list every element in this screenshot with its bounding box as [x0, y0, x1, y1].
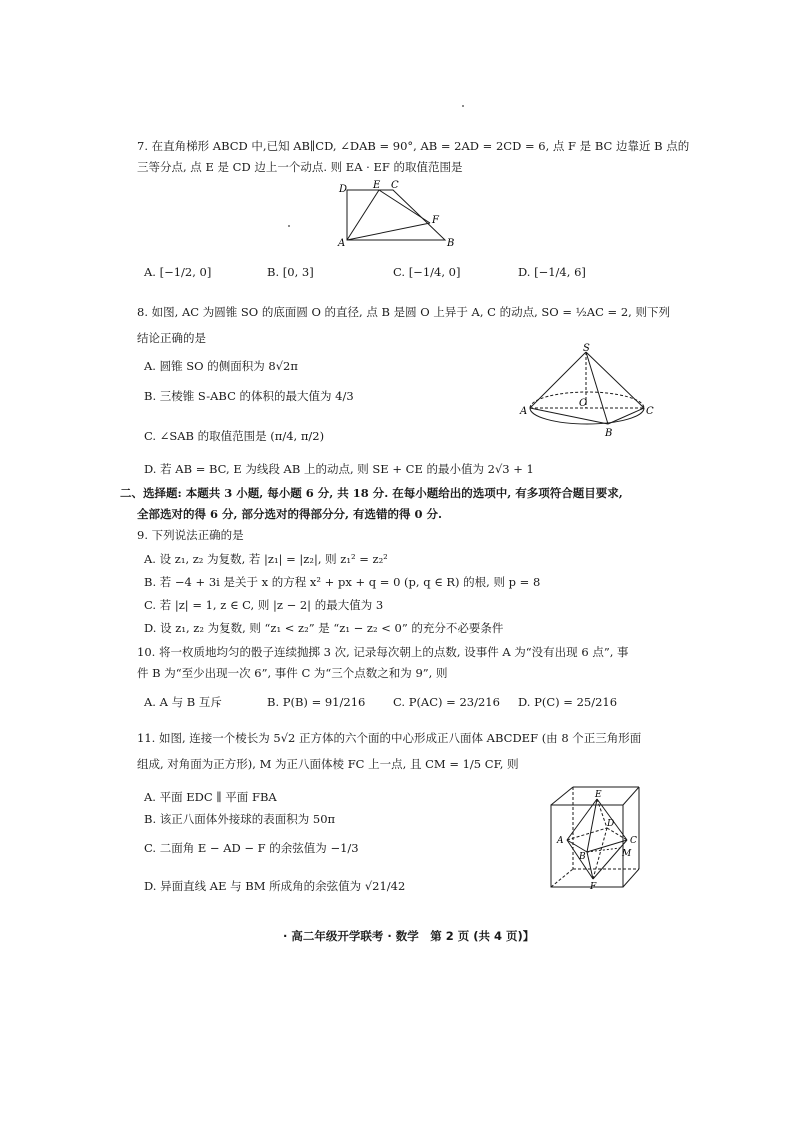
- q11-label-F: F: [590, 882, 597, 892]
- q8-cone-figure: [515, 342, 660, 442]
- q8-option-c: C. ∠SAB 的取值范围是 (π/4, π/2): [144, 429, 325, 443]
- q11-label-B: B: [579, 852, 586, 862]
- q10-option-d: D. P(C) = 25/216: [518, 695, 618, 709]
- q8-option-a: A. 圆锥 SO 的侧面积为 8√2π: [144, 359, 298, 373]
- q8-label-B: B: [605, 428, 613, 439]
- q10-line2: 件 B 为“至少出现一次 6”, 事件 C 为“三个点数之和为 9”, 则: [137, 666, 448, 680]
- q8-option-d: D. 若 AB = BC, E 为线段 AB 上的动点, 则 SE + CE 的最小值为 2√3 + 1: [144, 462, 534, 476]
- q9-option-b: B. 若 −4 + 3i 是关于 x 的方程 x² + px + q = 0 (p, q ∈ R) 的根, 则 p = 8: [144, 575, 541, 589]
- q9-option-a: A. 设 z₁, z₂ 为复数, 若 |z₁| = |z₂|, 则 z₁² = z₂²: [144, 552, 388, 566]
- q7-label-F: F: [432, 215, 439, 226]
- page-footer: · 高二年级开学联考 · 数学 第 2 页 (共 4 页)】: [283, 929, 535, 943]
- q7-option-b: B. [0, 3]: [267, 265, 314, 279]
- q11-label-C: C: [630, 836, 637, 846]
- q8-option-b: B. 三棱锥 S-ABC 的体积的最大值为 4/3: [144, 389, 354, 403]
- q11-line1: 11. 如图, 连接一个棱长为 5√2 正方体的六个面的中心形成正八面体 ABCDEF (由 8 个正三角形面: [137, 731, 642, 745]
- q8-label-S: S: [583, 343, 590, 354]
- q8-label-A: A: [520, 406, 528, 417]
- section-2-heading-line1: 二、选择题: 本题共 3 小题, 每小题 6 分, 共 18 分. 在每小题给出的选项中, 有多项符合题目要求,: [120, 486, 623, 500]
- q7-label-B: B: [447, 238, 455, 249]
- q7-option-a: A. [−1/2, 0]: [144, 265, 212, 279]
- q11-option-b: B. 该正八面体外接球的表面积为 50π: [144, 812, 336, 826]
- q11-label-A: A: [557, 836, 564, 846]
- q10-line1: 10. 将一枚质地均匀的骰子连续抛掷 3 次, 记录每次朝上的点数, 设事件 A 为“没有出现 6 点”, 事: [137, 645, 629, 659]
- q8-label-C: C: [646, 406, 654, 417]
- q9-option-d: D. 设 z₁, z₂ 为复数, 则 “z₁ < z₂” 是 “z₁ − z₂ < 0” 的充分不必要条件: [144, 621, 504, 635]
- q8-line2: 结论正确的是: [137, 331, 206, 345]
- q10-option-b: B. P(B) = 91/216: [267, 695, 366, 709]
- q11-label-M: M: [622, 849, 632, 859]
- scan-speck: [288, 225, 290, 227]
- q9-option-c: C. 若 |z| = 1, z ∈ C, 则 |z − 2| 的最大值为 3: [144, 598, 384, 612]
- q7-label-D: D: [339, 184, 348, 195]
- q11-option-d: D. 异面直线 AE 与 BM 所成角的余弦值为 √21/42: [144, 879, 406, 893]
- q11-octahedron-cube-figure: [545, 783, 645, 893]
- q9-stem: 9. 下列说法正确的是: [137, 528, 244, 542]
- q11-label-D: D: [607, 819, 615, 829]
- q8-label-O: O: [579, 398, 588, 409]
- q7-option-d: D. [−1/4, 6]: [518, 265, 586, 279]
- section-2-heading-line2: 全部选对的得 6 分, 部分选对的得部分分, 有选错的得 0 分.: [137, 507, 443, 521]
- q7-line1: 7. 在直角梯形 ABCD 中,已知 AB∥CD, ∠DAB = 90°, AB = 2AD = 2CD = 6, 点 F 是 BC 边靠近 B 点的: [137, 139, 690, 153]
- q11-line2: 组成, 对角面为正方形), M 为正八面体棱 FC 上一点, 且 CM = 1/5 CF, 则: [137, 757, 519, 771]
- q7-label-E: E: [373, 180, 381, 191]
- q10-option-c: C. P(AC) = 23/216: [393, 695, 500, 709]
- q7-line2: 三等分点, 点 E 是 CD 边上一个动点. 则 EA · EF 的取值范围是: [137, 160, 463, 174]
- q11-label-E: E: [595, 790, 602, 800]
- q10-option-a: A. A 与 B 互斥: [144, 695, 222, 709]
- q7-option-c: C. [−1/4, 0]: [393, 265, 461, 279]
- q11-option-a: A. 平面 EDC ∥ 平面 FBA: [144, 790, 277, 804]
- q7-trapezoid-figure: [335, 178, 465, 250]
- q11-option-c: C. 二面角 E − AD − F 的余弦值为 −1/3: [144, 841, 359, 855]
- q8-line1: 8. 如图, AC 为圆锥 SO 的底面圆 O 的直径, 点 B 是圆 O 上异于 A, C 的动点, SO = ½AC = 2, 则下列: [137, 305, 670, 319]
- scan-speck: [462, 105, 464, 107]
- q7-label-A: A: [338, 238, 346, 249]
- q7-label-C: C: [391, 180, 399, 191]
